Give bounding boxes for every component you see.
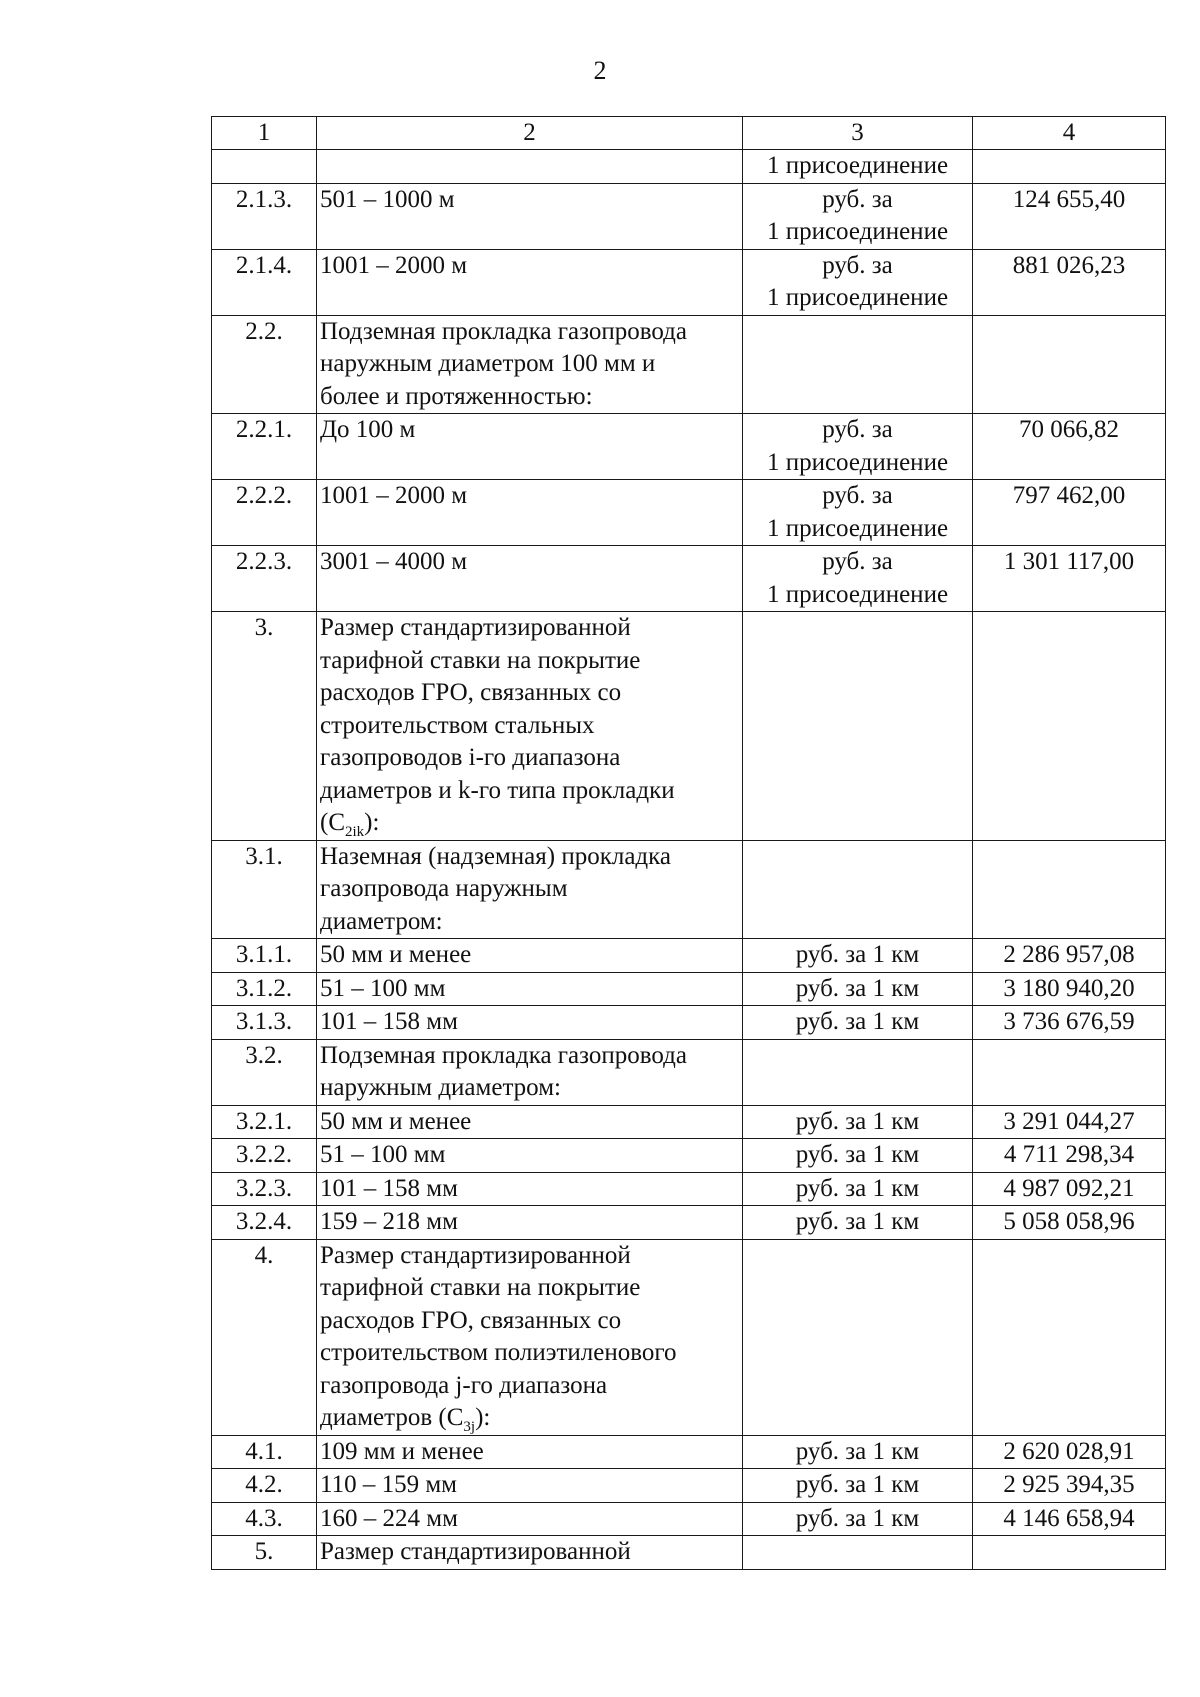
description-line: расходов ГРО, связанных со [320, 679, 622, 706]
tariff-value [973, 1239, 1166, 1435]
tariff-value: 2 620 028,91 [973, 1435, 1166, 1469]
description-line: наружным диаметром: [320, 1074, 561, 1101]
tariff-value: 70 066,82 [973, 414, 1166, 480]
unit-of-measure [743, 612, 973, 841]
item-description [317, 546, 743, 612]
unit-line: руб. за 1 км [795, 1437, 920, 1465]
tariff-value: 4 987 092,21 [973, 1172, 1166, 1206]
table-row [212, 150, 1166, 184]
unit-of-measure [743, 840, 973, 939]
description-formula-line [320, 1402, 739, 1435]
unit-of-measure [743, 150, 973, 184]
table-row [212, 1502, 1166, 1536]
tariff-value: 2 925 394,35 [973, 1469, 1166, 1503]
formula-subscript: 2ik [345, 824, 365, 840]
item-number: 4. [212, 1239, 317, 1435]
description-line: Подземная прокладка газопровода [320, 317, 687, 345]
unit-line: руб. за [822, 548, 893, 575]
item-description [317, 1469, 743, 1503]
item-description [317, 1206, 743, 1240]
unit-line: руб. за 1 км [795, 974, 920, 1002]
unit-line: руб. за [822, 251, 893, 279]
unit-of-measure [743, 939, 973, 973]
formula-subscript: 3j [463, 1419, 476, 1435]
description-line: 51 – 100 мм [320, 1141, 446, 1168]
table-row [212, 840, 1166, 939]
item-description [317, 414, 743, 480]
item-number: 3.2.2. [212, 1139, 317, 1173]
table-row [212, 939, 1166, 973]
item-description [317, 840, 743, 939]
item-number: 3.1.3. [212, 1006, 317, 1040]
tariff-value: 5 058 058,96 [973, 1206, 1166, 1240]
unit-line: 1 присоединение [766, 580, 949, 608]
tariff-value [973, 1536, 1166, 1570]
item-number: 2.1.3. [212, 183, 317, 249]
item-number: 3.1.2. [212, 972, 317, 1006]
table-row [212, 1435, 1166, 1469]
tariff-value: 2 286 957,08 [973, 939, 1166, 973]
item-description [317, 1239, 743, 1435]
item-description [317, 939, 743, 973]
unit-line: руб. за 1 км [795, 1471, 920, 1498]
unit-line: руб. за 1 км [795, 1208, 920, 1235]
item-number: 3.2. [212, 1039, 317, 1105]
description-line: расходов ГРО, связанных со [320, 1306, 622, 1334]
unit-of-measure [743, 972, 973, 1006]
item-number: 2.2.3. [212, 546, 317, 612]
table-row [212, 1006, 1166, 1040]
table-row [212, 1172, 1166, 1206]
item-description [317, 249, 743, 315]
unit-of-measure [743, 1172, 973, 1206]
description-line: 160 – 224 мм [320, 1504, 458, 1532]
formula-suffix: ): [475, 1404, 491, 1431]
description-line: газопровода наружным [320, 875, 568, 902]
description-line: Размер стандартизированной [320, 1241, 631, 1269]
formula-prefix: (С [320, 809, 345, 836]
item-number: 3. [212, 612, 317, 841]
table-row [212, 1039, 1166, 1105]
unit-of-measure [743, 1502, 973, 1536]
item-description [317, 1139, 743, 1173]
unit-of-measure [743, 1536, 973, 1570]
page-number: 2 [593, 56, 607, 85]
unit-of-measure [743, 1239, 973, 1435]
unit-line: руб. за 1 км [795, 941, 920, 968]
unit-of-measure [743, 480, 973, 546]
tariff-value [973, 840, 1166, 939]
item-description [317, 150, 743, 184]
formula-suffix: ): [364, 809, 380, 836]
description-line: наружным диаметром 100 мм и [320, 350, 656, 377]
tariff-value: 3 736 676,59 [973, 1006, 1166, 1040]
unit-of-measure [743, 1139, 973, 1173]
unit-of-measure [743, 1006, 973, 1040]
table-row [212, 1105, 1166, 1139]
unit-line: руб. за 1 км [795, 1107, 920, 1135]
description-line: диаметром: [320, 907, 443, 935]
item-description [317, 1006, 743, 1040]
table-row [212, 249, 1166, 315]
unit-of-measure [743, 249, 973, 315]
item-description [317, 480, 743, 546]
header-cell-4: 4 [973, 117, 1166, 150]
description-line: газопроводов i-го диапазона [320, 744, 621, 771]
table-row [212, 315, 1166, 414]
tariff-table-body [212, 117, 1166, 1570]
description-line: 3001 – 4000 м [320, 548, 468, 575]
item-number: 3.2.4. [212, 1206, 317, 1240]
item-number: 3.1.1. [212, 939, 317, 973]
item-number: 4.1. [212, 1435, 317, 1469]
tariff-table [211, 116, 1166, 1570]
description-line: 1001 – 2000 м [320, 251, 468, 279]
description-line: 501 – 1000 м [320, 185, 455, 213]
unit-line: 1 присоединение [766, 448, 949, 476]
tariff-value: 797 462,00 [973, 480, 1166, 546]
description-line: Подземная прокладка газопровода [320, 1041, 687, 1069]
item-description [317, 972, 743, 1006]
item-number: 5. [212, 1536, 317, 1570]
description-line: 159 – 218 мм [320, 1208, 458, 1235]
unit-of-measure [743, 315, 973, 414]
tariff-value [973, 612, 1166, 841]
item-description [317, 612, 743, 841]
description-formula-line [320, 807, 739, 840]
tariff-value: 3 291 044,27 [973, 1105, 1166, 1139]
table-row [212, 1206, 1166, 1240]
tariff-value: 881 026,23 [973, 249, 1166, 315]
unit-of-measure [743, 414, 973, 480]
item-description [317, 1039, 743, 1105]
item-number: 3.2.3. [212, 1172, 317, 1206]
tariff-value: 1 301 117,00 [973, 546, 1166, 612]
tariff-value: 4 146 658,94 [973, 1502, 1166, 1536]
description-line: Размер стандартизированной [320, 614, 631, 641]
description-line: 110 – 159 мм [320, 1471, 457, 1498]
item-description [317, 1536, 743, 1570]
unit-line: 1 присоединение [766, 514, 949, 542]
unit-of-measure [743, 1039, 973, 1105]
description-line: 51 – 100 мм [320, 974, 446, 1002]
tariff-value: 124 655,40 [973, 183, 1166, 249]
tariff-value [973, 150, 1166, 184]
unit-of-measure [743, 1435, 973, 1469]
unit-line: руб. за [822, 482, 893, 509]
unit-line: руб. за 1 км [795, 1008, 920, 1035]
tariff-value [973, 1039, 1166, 1105]
description-line: Размер стандартизированной [320, 1538, 631, 1565]
table-row [212, 183, 1166, 249]
description-line: строительством полиэтиленового [320, 1339, 677, 1366]
description-line: 1001 – 2000 м [320, 482, 468, 509]
unit-line: руб. за 1 км [795, 1141, 920, 1168]
item-description [317, 1435, 743, 1469]
unit-line: 1 присоединение [766, 152, 949, 179]
unit-of-measure [743, 1105, 973, 1139]
description-line: До 100 м [320, 416, 416, 443]
description-line: более и протяженностью: [320, 382, 593, 410]
unit-line: руб. за [822, 416, 893, 443]
description-line: Наземная (надземная) прокладка [320, 842, 672, 870]
table-row [212, 414, 1166, 480]
item-number: 4.3. [212, 1502, 317, 1536]
unit-line: руб. за 1 км [795, 1174, 920, 1202]
description-line: газопровода j-го диапазона [320, 1371, 608, 1399]
tariff-value [973, 315, 1166, 414]
description-line: строительством стальных [320, 711, 595, 739]
item-number: 3.2.1. [212, 1105, 317, 1139]
description-line: 101 – 158 мм [320, 1174, 458, 1202]
item-number: 2.2. [212, 315, 317, 414]
table-row [212, 612, 1166, 841]
description-line: диаметров и k-го типа прокладки [320, 776, 675, 804]
header-cell-1: 1 [212, 117, 317, 150]
description-line: 101 – 158 мм [320, 1008, 458, 1035]
header-row [212, 117, 1166, 150]
item-number [212, 150, 317, 184]
unit-line: руб. за 1 км [795, 1504, 920, 1532]
item-description [317, 183, 743, 249]
description-line: 109 мм и менее [320, 1437, 484, 1465]
header-cell-2: 2 [317, 117, 743, 150]
unit-of-measure [743, 183, 973, 249]
item-number: 3.1. [212, 840, 317, 939]
table-row [212, 1239, 1166, 1435]
unit-line: 1 присоединение [766, 284, 949, 311]
table-row [212, 1536, 1166, 1570]
item-number: 4.2. [212, 1469, 317, 1503]
item-number: 2.2.1. [212, 414, 317, 480]
item-description [317, 1502, 743, 1536]
table-row [212, 1469, 1166, 1503]
item-description [317, 1172, 743, 1206]
unit-of-measure [743, 1206, 973, 1240]
table-row [212, 972, 1166, 1006]
description-line: тарифной ставки на покрытие [320, 646, 641, 674]
item-number: 2.2.2. [212, 480, 317, 546]
table-row [212, 546, 1166, 612]
table-row [212, 1139, 1166, 1173]
unit-of-measure [743, 1469, 973, 1503]
item-number: 2.1.4. [212, 249, 317, 315]
unit-line: 1 присоединение [766, 218, 949, 245]
item-description [317, 1105, 743, 1139]
table-row [212, 480, 1166, 546]
description-line: тарифной ставки на покрытие [320, 1274, 641, 1301]
header-cell-3: 3 [743, 117, 973, 150]
description-line: 50 мм и менее [320, 1107, 472, 1135]
unit-of-measure [743, 546, 973, 612]
tariff-value: 4 711 298,34 [973, 1139, 1166, 1173]
tariff-value: 3 180 940,20 [973, 972, 1166, 1006]
description-line: 50 мм и менее [320, 941, 472, 968]
formula-prefix: диаметров (С [320, 1404, 464, 1431]
unit-line: руб. за [822, 185, 893, 213]
item-description [317, 315, 743, 414]
